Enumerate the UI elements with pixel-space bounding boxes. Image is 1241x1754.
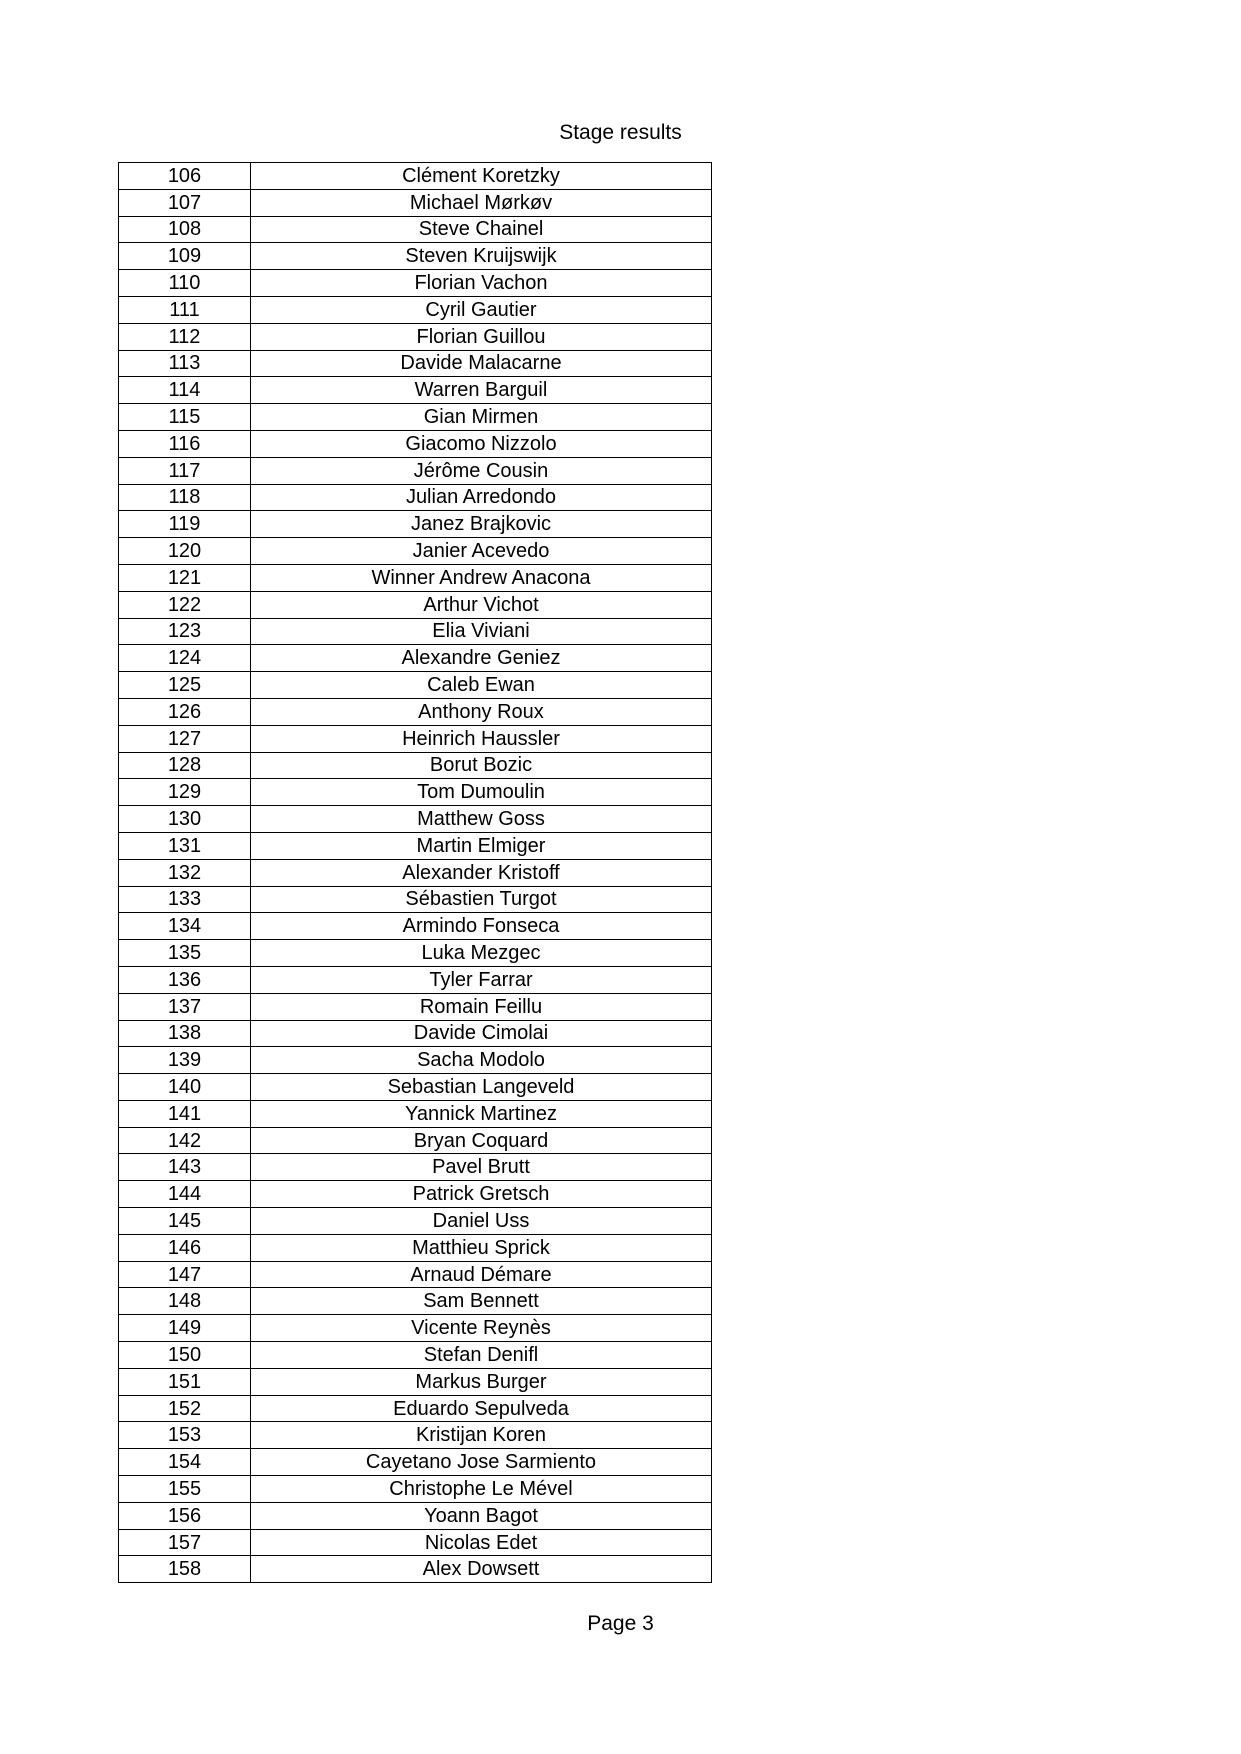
rank-cell: 111 xyxy=(119,296,251,323)
table-row xyxy=(119,1315,712,1342)
rank-cell: 106 xyxy=(119,163,251,190)
table-row xyxy=(119,859,712,886)
table-row xyxy=(119,966,712,993)
rider-name-cell: Janier Acevedo xyxy=(251,538,712,565)
rider-name-cell: Davide Cimolai xyxy=(251,1020,712,1047)
rider-name-cell: Christophe Le Mével xyxy=(251,1476,712,1503)
table-row xyxy=(119,270,712,297)
rider-name-cell: Clément Koretzky xyxy=(251,163,712,190)
rider-name-cell: Yannick Martinez xyxy=(251,1100,712,1127)
rider-name-cell: Alex Dowsett xyxy=(251,1556,712,1583)
rank-cell: 116 xyxy=(119,430,251,457)
rider-name-cell: Jérôme Cousin xyxy=(251,457,712,484)
rider-name-cell: Arnaud Démare xyxy=(251,1261,712,1288)
rider-name-cell: Luka Mezgec xyxy=(251,940,712,967)
rank-cell: 113 xyxy=(119,350,251,377)
table-row xyxy=(119,564,712,591)
table-row xyxy=(119,1449,712,1476)
rank-cell: 124 xyxy=(119,645,251,672)
rider-name-cell: Matthew Goss xyxy=(251,806,712,833)
rider-name-cell: Steven Kruijswijk xyxy=(251,243,712,270)
table-row xyxy=(119,1100,712,1127)
stage-results-table xyxy=(118,162,712,1583)
rank-cell: 139 xyxy=(119,1047,251,1074)
rank-cell: 151 xyxy=(119,1368,251,1395)
table-row xyxy=(119,243,712,270)
rider-name-cell: Cayetano Jose Sarmiento xyxy=(251,1449,712,1476)
rider-name-cell: Martin Elmiger xyxy=(251,832,712,859)
rank-cell: 110 xyxy=(119,270,251,297)
rank-cell: 141 xyxy=(119,1100,251,1127)
rank-cell: 136 xyxy=(119,966,251,993)
table-row xyxy=(119,1047,712,1074)
table-row xyxy=(119,1181,712,1208)
rank-cell: 109 xyxy=(119,243,251,270)
rider-name-cell: Alexandre Geniez xyxy=(251,645,712,672)
rider-name-cell: Daniel Uss xyxy=(251,1208,712,1235)
table-row xyxy=(119,725,712,752)
table-row xyxy=(119,645,712,672)
rank-cell: 138 xyxy=(119,1020,251,1047)
rank-cell: 120 xyxy=(119,538,251,565)
rider-name-cell: Tom Dumoulin xyxy=(251,779,712,806)
table-row xyxy=(119,591,712,618)
rider-name-cell: Nicolas Edet xyxy=(251,1529,712,1556)
page-number: Page 3 xyxy=(587,1612,654,1635)
rank-cell: 153 xyxy=(119,1422,251,1449)
rider-name-cell: Alexander Kristoff xyxy=(251,859,712,886)
table-row xyxy=(119,430,712,457)
rank-cell: 107 xyxy=(119,189,251,216)
rank-cell: 118 xyxy=(119,484,251,511)
rank-cell: 129 xyxy=(119,779,251,806)
rider-name-cell: Romain Feillu xyxy=(251,993,712,1020)
rider-name-cell: Giacomo Nizzolo xyxy=(251,430,712,457)
rank-cell: 119 xyxy=(119,511,251,538)
rider-name-cell: Gian Mirmen xyxy=(251,404,712,431)
rider-name-cell: Yoann Bagot xyxy=(251,1502,712,1529)
rank-cell: 148 xyxy=(119,1288,251,1315)
rider-name-cell: Florian Vachon xyxy=(251,270,712,297)
rider-name-cell: Patrick Gretsch xyxy=(251,1181,712,1208)
table-row xyxy=(119,1074,712,1101)
table-row xyxy=(119,189,712,216)
rider-name-cell: Davide Malacarne xyxy=(251,350,712,377)
rider-name-cell: Janez Brajkovic xyxy=(251,511,712,538)
table-row xyxy=(119,1502,712,1529)
table-row xyxy=(119,832,712,859)
rider-name-cell: Sebastian Langeveld xyxy=(251,1074,712,1101)
rider-name-cell: Winner Andrew Anacona xyxy=(251,564,712,591)
rank-cell: 128 xyxy=(119,752,251,779)
rider-name-cell: Borut Bozic xyxy=(251,752,712,779)
table-row xyxy=(119,752,712,779)
table-row xyxy=(119,940,712,967)
table-row xyxy=(119,913,712,940)
rank-cell: 140 xyxy=(119,1074,251,1101)
rider-name-cell: Eduardo Sepulveda xyxy=(251,1395,712,1422)
rider-name-cell: Warren Barguil xyxy=(251,377,712,404)
rank-cell: 152 xyxy=(119,1395,251,1422)
rider-name-cell: Stefan Denifl xyxy=(251,1342,712,1369)
rider-name-cell: Michael Mørkøv xyxy=(251,189,712,216)
rider-name-cell: Armindo Fonseca xyxy=(251,913,712,940)
rider-name-cell: Anthony Roux xyxy=(251,698,712,725)
rank-cell: 146 xyxy=(119,1234,251,1261)
rider-name-cell: Julian Arredondo xyxy=(251,484,712,511)
table-row xyxy=(119,672,712,699)
rider-name-cell: Sam Bennett xyxy=(251,1288,712,1315)
table-row xyxy=(119,618,712,645)
table-row xyxy=(119,404,712,431)
rider-name-cell: Sacha Modolo xyxy=(251,1047,712,1074)
rider-name-cell: Arthur Vichot xyxy=(251,591,712,618)
rank-cell: 132 xyxy=(119,859,251,886)
rider-name-cell: Markus Burger xyxy=(251,1368,712,1395)
table-row xyxy=(119,484,712,511)
rank-cell: 127 xyxy=(119,725,251,752)
rank-cell: 137 xyxy=(119,993,251,1020)
rider-name-cell: Florian Guillou xyxy=(251,323,712,350)
rank-cell: 149 xyxy=(119,1315,251,1342)
table-row xyxy=(119,1208,712,1235)
rider-name-cell: Cyril Gautier xyxy=(251,296,712,323)
table-row xyxy=(119,1368,712,1395)
table-row xyxy=(119,1556,712,1583)
rank-cell: 142 xyxy=(119,1127,251,1154)
rank-cell: 117 xyxy=(119,457,251,484)
table-row xyxy=(119,1288,712,1315)
rank-cell: 126 xyxy=(119,698,251,725)
table-row xyxy=(119,1234,712,1261)
table-row xyxy=(119,511,712,538)
table-row xyxy=(119,806,712,833)
table-row xyxy=(119,1020,712,1047)
rank-cell: 131 xyxy=(119,832,251,859)
rank-cell: 145 xyxy=(119,1208,251,1235)
table-row xyxy=(119,296,712,323)
table-row xyxy=(119,538,712,565)
rank-cell: 155 xyxy=(119,1476,251,1503)
table-row xyxy=(119,216,712,243)
rider-name-cell: Steve Chainel xyxy=(251,216,712,243)
table-row xyxy=(119,886,712,913)
table-row xyxy=(119,993,712,1020)
rank-cell: 108 xyxy=(119,216,251,243)
rank-cell: 121 xyxy=(119,564,251,591)
table-row xyxy=(119,1154,712,1181)
table-row xyxy=(119,1422,712,1449)
table-row xyxy=(119,779,712,806)
rider-name-cell: Vicente Reynès xyxy=(251,1315,712,1342)
rider-name-cell: Tyler Farrar xyxy=(251,966,712,993)
table-row xyxy=(119,457,712,484)
table-row xyxy=(119,163,712,190)
rank-cell: 144 xyxy=(119,1181,251,1208)
rank-cell: 112 xyxy=(119,323,251,350)
rank-cell: 150 xyxy=(119,1342,251,1369)
table-row xyxy=(119,1342,712,1369)
rank-cell: 115 xyxy=(119,404,251,431)
rank-cell: 135 xyxy=(119,940,251,967)
table-row xyxy=(119,323,712,350)
table-row xyxy=(119,1395,712,1422)
rider-name-cell: Sébastien Turgot xyxy=(251,886,712,913)
table-row xyxy=(119,698,712,725)
rank-cell: 133 xyxy=(119,886,251,913)
rank-cell: 114 xyxy=(119,377,251,404)
rank-cell: 156 xyxy=(119,1502,251,1529)
rank-cell: 123 xyxy=(119,618,251,645)
rank-cell: 130 xyxy=(119,806,251,833)
table-row xyxy=(119,1476,712,1503)
rider-name-cell: Pavel Brutt xyxy=(251,1154,712,1181)
table-row xyxy=(119,1127,712,1154)
rank-cell: 122 xyxy=(119,591,251,618)
rider-name-cell: Bryan Coquard xyxy=(251,1127,712,1154)
rank-cell: 125 xyxy=(119,672,251,699)
rider-name-cell: Matthieu Sprick xyxy=(251,1234,712,1261)
rank-cell: 143 xyxy=(119,1154,251,1181)
table-row xyxy=(119,377,712,404)
rank-cell: 154 xyxy=(119,1449,251,1476)
rider-name-cell: Caleb Ewan xyxy=(251,672,712,699)
rank-cell: 147 xyxy=(119,1261,251,1288)
page-title: Stage results xyxy=(559,121,682,144)
results-table-body xyxy=(119,163,712,1583)
rank-cell: 158 xyxy=(119,1556,251,1583)
table-row xyxy=(119,1529,712,1556)
table-row xyxy=(119,350,712,377)
rider-name-cell: Elia Viviani xyxy=(251,618,712,645)
rider-name-cell: Heinrich Haussler xyxy=(251,725,712,752)
rider-name-cell: Kristijan Koren xyxy=(251,1422,712,1449)
rank-cell: 157 xyxy=(119,1529,251,1556)
table-row xyxy=(119,1261,712,1288)
rank-cell: 134 xyxy=(119,913,251,940)
